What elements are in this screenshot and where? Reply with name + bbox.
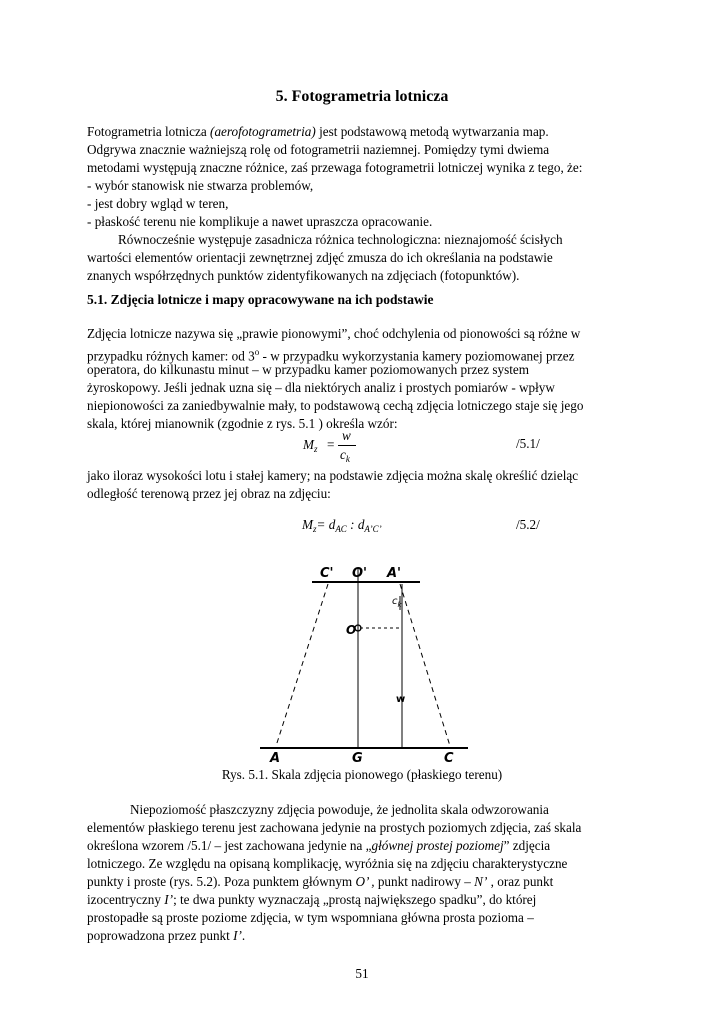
bullet-item: - płaskość terenu nie komplikuje a nawet upraszcza opracowanie. <box>87 214 433 229</box>
label-a-prime: A' <box>387 566 402 581</box>
fraction-bar <box>338 445 356 446</box>
figure-5-1-diagram <box>250 560 480 765</box>
page-number: 51 <box>355 966 369 981</box>
bullet-item: - jest dobry wgląd w teren, <box>87 196 229 211</box>
label-o-prime: O' <box>352 566 368 581</box>
label-w: w <box>396 694 406 705</box>
label-o-center: O <box>346 623 357 637</box>
figure-caption: Rys. 5.1. Skala zdjęcia pionowego (płaskiego terenu) <box>221 767 503 782</box>
label-c: C <box>444 751 454 765</box>
label-a: A <box>270 751 281 765</box>
label-c-prime: C' <box>320 566 334 581</box>
equation-label: /5.1/ <box>516 436 540 451</box>
label-g: G <box>352 751 363 765</box>
page-title: 5. Fotogrametria lotnicza <box>275 88 449 105</box>
ray-right <box>400 584 450 746</box>
section-heading: 5.1. Zdjęcia lotnicze i mapy opracowywane na ich podstawie <box>87 292 434 307</box>
label-ck: $c_k$ <box>392 596 402 609</box>
bullet-item: - wybór stanowisk nie stwarza problemów, <box>87 178 314 193</box>
equation-label: /5.2/ <box>516 517 540 532</box>
ray-left <box>276 584 328 746</box>
